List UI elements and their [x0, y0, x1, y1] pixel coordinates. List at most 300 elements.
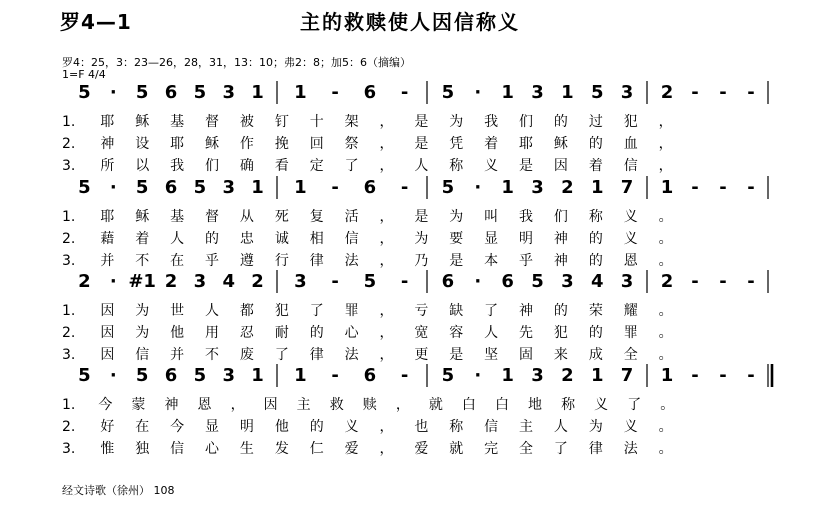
note-0-0-3: 6 — [164, 82, 178, 103]
lyric-3-2-15: 律 — [588, 441, 603, 457]
lyric-2-0-11: 缺 — [449, 303, 464, 319]
lyric-2-0-0: 1. — [62, 303, 76, 319]
note-3-3-3: - — [747, 365, 755, 386]
lyric-0-2-11: 称 — [449, 158, 464, 174]
lyric-3-1-2: 在 — [135, 419, 150, 435]
note-1-2-5: 1 — [590, 177, 604, 198]
lyric-3-1-15: 为 — [588, 419, 603, 435]
note-1-0-0: 5 — [78, 177, 91, 198]
lyric-3-0-18: 。 — [660, 397, 675, 413]
lyric-0-1-16: 血 — [623, 136, 638, 152]
note-3-2-0: 5 — [441, 365, 455, 386]
lyric-3-1-14: 人 — [553, 419, 568, 435]
lyric-0-0-9: ， — [379, 114, 394, 130]
lyric-1-0-17: 。 — [658, 209, 673, 225]
lyric-3-0-1: 今 — [98, 397, 113, 413]
lyric-2-2-4: 不 — [205, 347, 220, 363]
note-0-0-5: 3 — [222, 82, 235, 103]
lyric-0-1-10: 是 — [414, 136, 429, 152]
lyric-0-0-15: 过 — [588, 114, 603, 130]
note-2-2-6: 3 — [620, 271, 634, 292]
lyric-0-2-13: 是 — [519, 158, 534, 174]
note-0-0-1: · — [109, 82, 117, 103]
lyric-1-2-1: 并 — [100, 253, 115, 269]
lyric-3-0-13: 白 — [494, 397, 509, 413]
note-3-1-1: - — [331, 365, 339, 386]
lyric-0-0-3: 基 — [170, 114, 185, 130]
lyric-2-2-9: ， — [379, 347, 394, 363]
note-0-2-4: 1 — [561, 82, 574, 103]
lyric-2-1-14: 犯 — [553, 325, 568, 341]
lyric-1-2-16: 恩 — [623, 253, 638, 269]
note-3-2-4: 2 — [561, 365, 574, 386]
lyric-0-0-17: ， — [658, 114, 673, 130]
note-1-3-3: - — [747, 177, 755, 198]
lyric-2-1-8: 心 — [344, 325, 359, 341]
note-1-0-6: 1 — [251, 177, 264, 198]
note-0-0-2: 5 — [135, 82, 149, 103]
hymn-number: 罗4—1 — [60, 10, 132, 34]
lyric-1-1-16: 义 — [623, 231, 638, 247]
lyric-0-0-13: 们 — [519, 114, 534, 130]
lyric-2-1-13: 先 — [519, 325, 534, 341]
note-2-2-2: 6 — [501, 271, 514, 292]
note-1-1-1: - — [331, 177, 339, 198]
lyric-2-2-13: 固 — [519, 347, 534, 363]
lyric-0-1-9: ， — [379, 136, 394, 152]
lyric-2-2-0: 3. — [62, 347, 76, 363]
note-1-2-0: 5 — [441, 177, 455, 198]
lyric-2-2-1: 因 — [100, 347, 115, 363]
note-2-0-0: 2 — [78, 271, 91, 292]
lyric-3-0-9: 赎 — [362, 397, 377, 413]
lyric-2-2-11: 是 — [449, 347, 464, 363]
lyric-1-0-15: 称 — [588, 209, 603, 225]
lyric-0-1-6: 挽 — [274, 136, 289, 152]
lyric-2-1-7: 的 — [309, 325, 324, 341]
lyric-1-2-11: 是 — [449, 253, 464, 269]
lyric-2-2-8: 法 — [344, 347, 359, 363]
key-signature: 1=F 4/4 — [62, 68, 106, 81]
lyric-0-1-11: 凭 — [449, 136, 464, 152]
lyric-3-2-3: 信 — [170, 441, 185, 457]
lyric-0-2-16: 信 — [623, 158, 638, 174]
lyric-0-0-12: 我 — [484, 114, 499, 130]
lyric-0-1-0: 2. — [62, 136, 76, 152]
lyric-2-2-17: 。 — [658, 347, 673, 363]
note-2-0-6: 2 — [251, 271, 264, 292]
lyric-1-2-13: 乎 — [519, 253, 534, 269]
note-3-0-3: 6 — [164, 365, 178, 386]
lyric-1-2-17: 。 — [658, 253, 673, 269]
note-0-1-0: 1 — [294, 82, 307, 103]
lyric-2-2-3: 并 — [170, 347, 185, 363]
lyric-3-1-16: 义 — [623, 419, 638, 435]
lyric-3-2-5: 生 — [239, 441, 254, 457]
note-1-3-0: 1 — [660, 177, 674, 198]
lyric-1-2-2: 不 — [135, 253, 150, 269]
lyric-2-1-15: 的 — [588, 325, 603, 341]
lyric-0-2-8: 了 — [344, 158, 359, 174]
lyric-0-1-7: 回 — [309, 136, 324, 152]
lyric-1-1-7: 相 — [309, 231, 324, 247]
lyric-2-0-6: 犯 — [274, 303, 289, 319]
lyric-3-0-7: 主 — [296, 397, 311, 413]
lyric-3-1-10: 也 — [414, 419, 429, 435]
note-0-0-0: 5 — [78, 82, 91, 103]
note-1-1-0: 1 — [294, 177, 307, 198]
note-3-2-2: 1 — [501, 365, 514, 386]
lyric-2-0-8: 罪 — [344, 303, 359, 319]
note-2-2-0: 6 — [441, 271, 455, 292]
lyric-3-1-5: 明 — [239, 419, 254, 435]
lyric-2-1-6: 耐 — [274, 325, 289, 341]
note-2-1-3: - — [400, 271, 409, 292]
lyric-2-2-7: 律 — [309, 347, 324, 363]
lyric-0-1-17: ， — [658, 136, 673, 152]
lyric-0-2-15: 着 — [588, 158, 603, 174]
lyric-3-2-8: 爱 — [344, 441, 359, 457]
lyric-1-2-8: 法 — [344, 253, 359, 269]
note-1-2-1: · — [474, 177, 482, 198]
note-1-3-2: - — [719, 177, 727, 198]
lyric-1-1-10: 为 — [414, 231, 429, 247]
lyric-0-2-1: 所 — [100, 158, 115, 174]
hymn-title: 主的救赎使人因信称义 — [300, 10, 520, 34]
lyric-1-0-13: 我 — [519, 209, 534, 225]
lyric-2-2-2: 信 — [135, 347, 150, 363]
lyric-3-0-16: 义 — [594, 397, 609, 413]
note-1-3-1: - — [691, 177, 699, 198]
lyric-3-0-8: 救 — [329, 397, 344, 413]
lyric-0-2-10: 人 — [414, 158, 429, 174]
lyric-1-0-3: 基 — [170, 209, 185, 225]
lyric-0-1-8: 祭 — [344, 136, 359, 152]
note-3-2-1: · — [474, 365, 482, 386]
scripture-references: 罗4：25，3：23—26，28，31，13：10；弗2：8；加5：6（摘编） — [62, 56, 411, 69]
lyric-0-2-6: 看 — [274, 158, 289, 174]
lyric-1-0-6: 死 — [274, 209, 289, 225]
note-2-1-1: - — [331, 271, 339, 292]
note-1-2-2: 1 — [501, 177, 514, 198]
lyric-0-2-14: 因 — [553, 158, 568, 174]
note-0-2-5: 5 — [590, 82, 604, 103]
lyric-0-1-5: 作 — [239, 136, 254, 152]
lyric-0-0-2: 稣 — [135, 114, 150, 130]
lyric-3-2-10: 爱 — [414, 441, 429, 457]
lyric-0-1-13: 耶 — [519, 136, 534, 152]
lyric-2-0-10: 亏 — [414, 303, 429, 319]
lyric-1-1-5: 忠 — [239, 231, 254, 247]
lyric-3-0-15: 称 — [561, 397, 576, 413]
lyric-1-1-12: 显 — [484, 231, 499, 247]
lyric-3-0-14: 地 — [528, 397, 543, 413]
lyric-1-0-0: 1. — [62, 209, 76, 225]
lyric-2-0-13: 神 — [519, 303, 534, 319]
note-0-3-2: - — [719, 82, 727, 103]
lyric-3-0-17: 了 — [627, 397, 642, 413]
note-2-3-0: 2 — [660, 271, 674, 292]
lyric-0-0-1: 耶 — [100, 114, 115, 130]
lyric-2-0-9: ， — [379, 303, 394, 319]
lyric-3-2-9: ， — [379, 441, 394, 457]
lyric-2-1-1: 因 — [100, 325, 115, 341]
note-3-1-3: - — [400, 365, 409, 386]
lyric-0-2-12: 义 — [484, 158, 499, 174]
lyric-2-1-12: 人 — [484, 325, 499, 341]
note-3-3-2: - — [719, 365, 727, 386]
lyric-0-0-0: 1. — [62, 114, 76, 130]
lyric-1-2-15: 的 — [588, 253, 603, 269]
note-1-2-6: 7 — [620, 177, 634, 198]
note-3-0-1: · — [109, 365, 117, 386]
note-1-1-3: - — [400, 177, 409, 198]
note-2-0-5: 4 — [222, 271, 235, 292]
note-2-2-4: 3 — [561, 271, 574, 292]
note-1-2-3: 3 — [531, 177, 544, 198]
note-1-0-4: 5 — [193, 177, 207, 198]
lyric-1-0-11: 为 — [449, 209, 464, 225]
lyric-3-2-2: 独 — [135, 441, 150, 457]
lyric-2-1-11: 容 — [449, 325, 464, 341]
lyric-1-1-11: 要 — [449, 231, 464, 247]
note-2-2-5: 4 — [590, 271, 604, 292]
lyric-3-0-4: 恩 — [197, 397, 212, 413]
lyric-3-2-0: 3. — [62, 441, 76, 457]
note-3-0-5: 3 — [222, 365, 235, 386]
lyric-2-1-2: 为 — [135, 325, 150, 341]
lyric-3-0-3: 神 — [164, 397, 179, 413]
lyric-1-0-8: 活 — [344, 209, 359, 225]
lyric-3-1-7: 的 — [309, 419, 324, 435]
lyric-2-1-10: 宽 — [414, 325, 429, 341]
lyric-1-0-7: 复 — [309, 209, 324, 225]
note-0-0-6: 1 — [251, 82, 264, 103]
lyric-3-0-11: 就 — [428, 397, 443, 413]
lyric-0-1-1: 神 — [100, 136, 115, 152]
lyric-3-2-16: 法 — [623, 441, 638, 457]
note-0-0-4: 5 — [193, 82, 207, 103]
lyric-3-1-1: 好 — [100, 419, 115, 435]
lyric-2-1-9: ， — [379, 325, 394, 341]
lyric-2-1-17: 。 — [658, 325, 673, 341]
note-0-1-3: - — [400, 82, 409, 103]
note-3-0-6: 1 — [251, 365, 264, 386]
lyric-3-1-6: 他 — [274, 419, 289, 435]
lyric-1-1-8: 信 — [344, 231, 359, 247]
lyric-2-1-16: 罪 — [623, 325, 638, 341]
note-2-2-1: · — [474, 271, 482, 292]
lyric-1-1-2: 着 — [135, 231, 150, 247]
lyric-0-1-4: 稣 — [205, 136, 220, 152]
lyric-3-2-13: 全 — [519, 441, 534, 457]
lyric-3-0-2: 蒙 — [131, 397, 146, 413]
lyric-3-2-6: 发 — [274, 441, 289, 457]
lyric-3-1-4: 显 — [205, 419, 220, 435]
note-0-2-1: · — [474, 82, 482, 103]
lyric-0-1-15: 的 — [588, 136, 603, 152]
lyric-0-2-0: 3. — [62, 158, 76, 174]
note-3-2-5: 1 — [590, 365, 604, 386]
lyric-2-0-5: 都 — [239, 303, 254, 319]
note-2-3-3: - — [747, 271, 755, 292]
lyric-1-2-0: 3. — [62, 253, 76, 269]
note-2-0-3: 2 — [164, 271, 178, 292]
note-2-3-1: - — [691, 271, 699, 292]
lyric-1-0-9: ， — [379, 209, 394, 225]
lyric-2-0-4: 人 — [205, 303, 220, 319]
lyric-3-1-3: 今 — [170, 419, 185, 435]
lyric-1-0-16: 义 — [623, 209, 638, 225]
note-3-1-0: 1 — [294, 365, 307, 386]
note-0-1-2: 6 — [363, 82, 377, 103]
lyric-2-0-2: 为 — [135, 303, 150, 319]
lyric-3-1-0: 2. — [62, 419, 76, 435]
note-2-2-3: 5 — [531, 271, 544, 292]
note-1-1-2: 6 — [363, 177, 377, 198]
note-2-1-0: 3 — [294, 271, 307, 292]
lyric-2-0-1: 因 — [100, 303, 115, 319]
note-3-0-0: 5 — [78, 365, 91, 386]
note-3-3-0: 1 — [660, 365, 674, 386]
note-3-3-1: - — [691, 365, 699, 386]
lyric-1-1-1: 藉 — [100, 231, 115, 247]
lyric-3-1-9: ， — [379, 419, 394, 435]
lyric-3-2-7: 仁 — [309, 441, 324, 457]
lyric-1-1-9: ， — [379, 231, 394, 247]
lyric-3-2-1: 惟 — [100, 441, 115, 457]
lyric-1-0-4: 督 — [205, 209, 220, 225]
note-0-2-6: 3 — [620, 82, 634, 103]
lyric-2-1-4: 用 — [205, 325, 220, 341]
lyric-0-2-2: 以 — [135, 158, 150, 174]
lyric-0-1-14: 稣 — [553, 136, 568, 152]
lyric-2-2-16: 全 — [623, 347, 638, 363]
note-0-2-3: 3 — [531, 82, 544, 103]
note-1-0-5: 3 — [222, 177, 235, 198]
lyric-0-1-2: 设 — [135, 136, 150, 152]
lyric-2-0-12: 了 — [484, 303, 499, 319]
note-3-2-3: 3 — [531, 365, 544, 386]
lyric-3-0-10: ， — [395, 397, 410, 413]
note-3-2-6: 7 — [620, 365, 634, 386]
lyric-0-0-4: 督 — [205, 114, 220, 130]
lyric-3-2-17: 。 — [658, 441, 673, 457]
lyric-0-2-9: ， — [379, 158, 394, 174]
note-0-3-0: 2 — [660, 82, 674, 103]
lyric-1-2-9: ， — [379, 253, 394, 269]
lyric-0-1-12: 着 — [484, 136, 499, 152]
lyric-2-2-10: 更 — [414, 347, 429, 363]
note-2-1-2: 5 — [363, 271, 377, 292]
lyric-1-2-3: 在 — [170, 253, 185, 269]
note-1-0-3: 6 — [164, 177, 178, 198]
lyric-1-0-12: 叫 — [484, 209, 499, 225]
lyric-1-1-3: 人 — [170, 231, 185, 247]
note-0-1-1: - — [331, 82, 339, 103]
lyric-2-2-14: 来 — [553, 347, 568, 363]
lyric-3-0-5: ， — [230, 397, 245, 413]
lyric-2-0-15: 荣 — [588, 303, 603, 319]
lyric-2-1-0: 2. — [62, 325, 76, 341]
lyric-1-2-10: 乃 — [414, 253, 429, 269]
lyric-0-2-17: ， — [658, 158, 673, 174]
lyric-0-1-3: 耶 — [170, 136, 185, 152]
lyric-3-1-17: 。 — [658, 419, 673, 435]
lyric-0-0-14: 的 — [553, 114, 568, 130]
lyric-3-1-11: 称 — [449, 419, 464, 435]
lyric-0-0-6: 钉 — [274, 114, 289, 130]
lyric-0-2-3: 我 — [170, 158, 185, 174]
lyric-1-2-6: 行 — [274, 253, 289, 269]
lyric-1-2-4: 乎 — [205, 253, 220, 269]
note-0-3-1: - — [691, 82, 699, 103]
lyric-2-0-17: 。 — [658, 303, 673, 319]
lyric-1-0-14: 们 — [553, 209, 568, 225]
lyric-0-2-5: 确 — [239, 158, 254, 174]
note-2-0-4: 3 — [193, 271, 207, 292]
lyric-1-1-14: 神 — [553, 231, 568, 247]
lyric-0-2-7: 定 — [309, 158, 324, 174]
note-2-0-1: · — [109, 271, 117, 292]
note-3-0-4: 5 — [193, 365, 207, 386]
lyric-0-0-7: 十 — [309, 114, 324, 130]
lyric-1-1-6: 诚 — [274, 231, 289, 247]
lyric-0-0-8: 架 — [344, 114, 359, 130]
lyric-2-1-3: 他 — [170, 325, 185, 341]
lyric-3-2-4: 心 — [205, 441, 220, 457]
lyric-1-0-10: 是 — [414, 209, 429, 225]
note-3-1-2: 6 — [363, 365, 377, 386]
lyric-1-1-0: 2. — [62, 231, 76, 247]
lyric-3-0-12: 白 — [461, 397, 476, 413]
lyric-2-2-5: 废 — [239, 347, 254, 363]
lyric-3-0-6: 因 — [263, 397, 278, 413]
note-0-2-0: 5 — [441, 82, 455, 103]
lyric-1-1-4: 的 — [205, 231, 220, 247]
lyric-2-0-16: 耀 — [623, 303, 638, 319]
lyric-1-0-1: 耶 — [100, 209, 115, 225]
note-3-0-2: 5 — [135, 365, 149, 386]
note-0-2-2: 1 — [501, 82, 514, 103]
lyric-0-0-5: 被 — [239, 114, 254, 130]
note-1-0-2: 5 — [135, 177, 149, 198]
lyric-1-2-7: 律 — [309, 253, 324, 269]
lyric-2-0-14: 的 — [553, 303, 568, 319]
lyric-1-0-5: 从 — [239, 209, 254, 225]
note-0-3-3: - — [747, 82, 755, 103]
note-2-0-2: #1 — [128, 271, 156, 292]
lyric-1-1-17: 。 — [658, 231, 673, 247]
lyric-3-2-12: 完 — [484, 441, 499, 457]
lyric-3-2-11: 就 — [449, 441, 464, 457]
lyric-3-2-14: 了 — [553, 441, 568, 457]
lyric-3-1-12: 信 — [484, 419, 499, 435]
lyric-1-0-2: 稣 — [135, 209, 150, 225]
lyric-2-0-3: 世 — [170, 303, 185, 319]
lyric-0-0-11: 为 — [449, 114, 464, 130]
lyric-0-2-4: 们 — [205, 158, 220, 174]
lyric-3-1-8: 义 — [344, 419, 359, 435]
lyric-3-0-0: 1. — [62, 397, 76, 413]
lyric-1-2-5: 遵 — [239, 253, 254, 269]
lyric-1-1-15: 的 — [588, 231, 603, 247]
source-caption: 经文诗歌（徐州） 108 — [62, 484, 175, 497]
lyric-2-2-15: 成 — [588, 347, 603, 363]
lyric-1-1-13: 明 — [519, 231, 534, 247]
lyric-2-2-6: 了 — [274, 347, 289, 363]
lyric-0-0-16: 犯 — [623, 114, 638, 130]
